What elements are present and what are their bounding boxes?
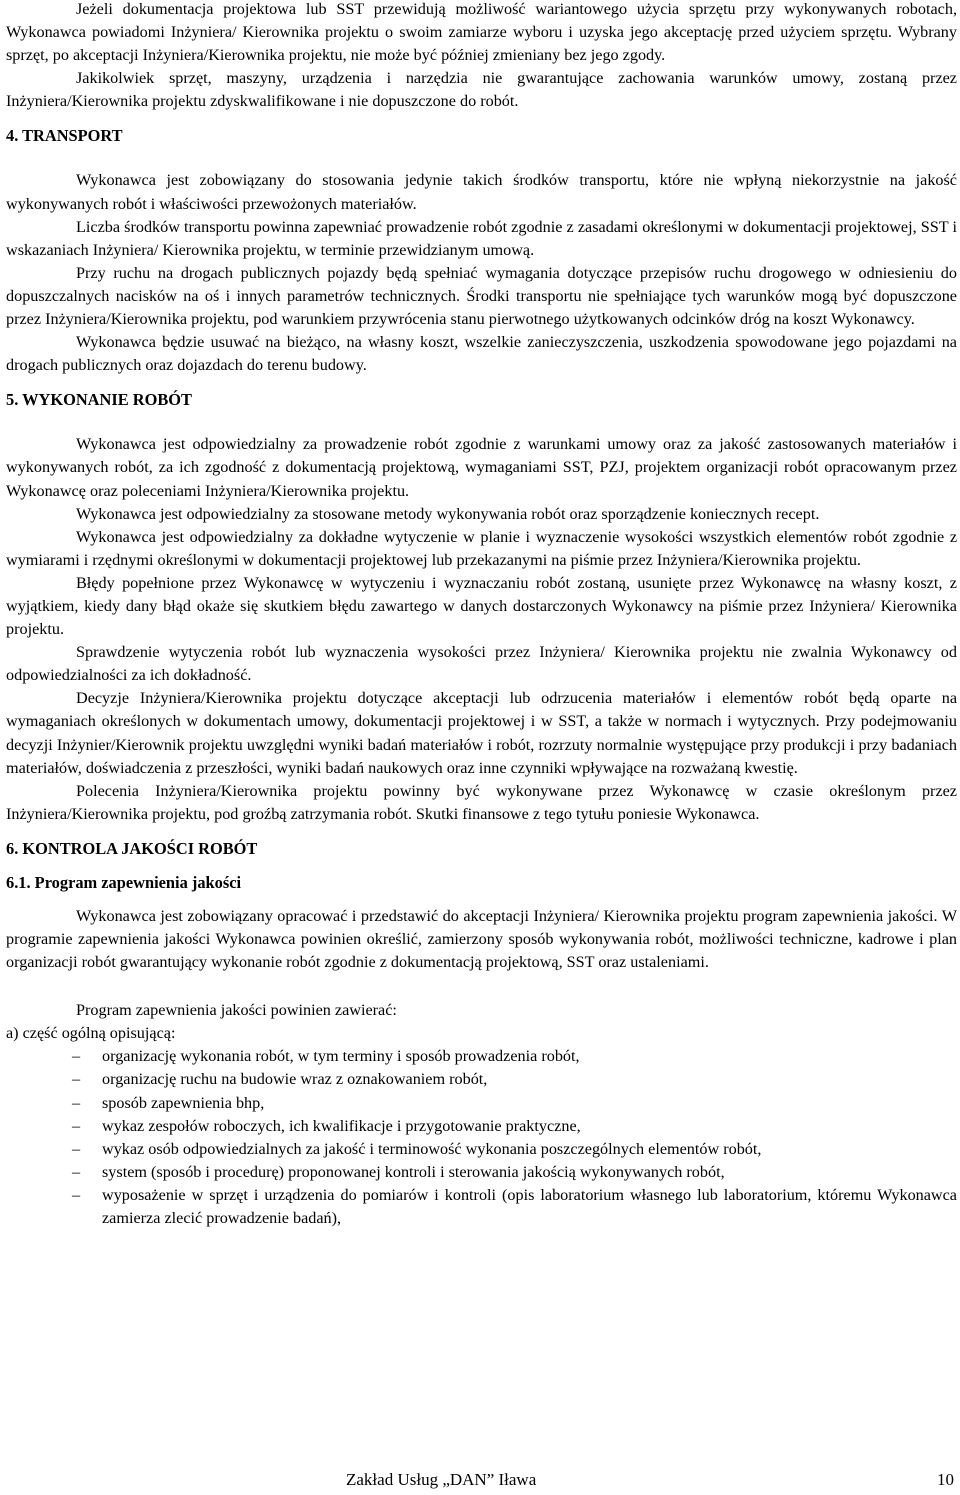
section-6-1-paragraph-1: Wykonawca jest zobowiązany opracować i przedstawić do akceptacji Inżyniera/ Kierownika projektu program zapewnienia jakości. W programie zapewnienia jakości Wykonawca powinien określić, zamierzony sposób wykonywania robót, możliwości techniczne, kadrowe i plan organizacji robót gwarantujący wykonanie robót zgodnie z dokumentacją projektową, SST oraz ustaleniami.: [6, 906, 957, 972]
dash-bullet: –: [72, 1047, 81, 1066]
list-a-label: a) część ogólną opisującą:: [6, 1024, 176, 1043]
list-item: – wyposażenie w sprzęt i urządzenia do pomiarów i kontroli (opis laboratorium własnego lub laboratorium, któremu Wykonawca zamierza zlecić prowadzenie badań),: [72, 1185, 957, 1228]
section-4-paragraph-1: Wykonawca jest zobowiązany do stosowania jedynie takich środków transportu, które nie wpłyną niekorzystnie na jakość wykonywanych robót i właściwości przewożonych materiałów.: [6, 171, 957, 213]
section-5-paragraph-6: Decyzje Inżyniera/Kierownika projektu dotyczące akceptacji lub odrzucenia materiałów i elementów robót będą oparte na wymaganiach określonych w dokumentach umowy, dokumentacji projektowej i w SST, a także w normach i wytycznych. Przy podejmowaniu decyzji Inżynier/Kierownik projektu uwzględni wyniki badań materiałów i robót, rozrzuty normalnie występujące przy produkcji i przy badaniach materiałów, doświadczenia z przeszłości, wyniki badań naukowych oraz inne czynniki wpływające na rozważaną kwestię.: [6, 689, 957, 777]
section-5-paragraph-4: Błędy popełnione przez Wykonawcę w wytyczeniu i wyznaczaniu robót zostaną, usunięte przez Wykonawcę na własny koszt, z wyjątkiem, kiedy dany błąd okaże się skutkiem błędu zawartego w danych dostarczonych Wykonawcy na piśmie przez Inżyniera/ Kierownika projektu.: [6, 573, 957, 639]
list-item: – sposób zapewnienia bhp,: [6, 1092, 957, 1115]
footer-company: Zakład Usług „DAN” Iława: [346, 1470, 537, 1489]
section-4-paragraph-4: Wykonawca będzie usuwać na bieżąco, na własny koszt, wszelkie zanieczyszczenia, uszkodzenia spowodowane jego pojazdami na drogach publicznych oraz dojazdach do terenu budowy.: [6, 333, 957, 375]
dash-bullet: –: [72, 1162, 81, 1181]
list-item: – wykaz osób odpowiedzialnych za jakość i terminowość wykonania poszczególnych elementów robót,: [6, 1138, 957, 1161]
section-4-heading: 4. TRANSPORT: [6, 126, 123, 146]
section-6-heading: 6. KONTROLA JAKOŚCI ROBÓT: [6, 838, 258, 858]
dash-bullet: –: [72, 1139, 81, 1158]
list-a: [6, 1045, 957, 1230]
dash-bullet: –: [72, 1116, 81, 1135]
section-5-paragraph-5: Sprawdzenie wytyczenia robót lub wyznaczenia wysokości przez Inżyniera/ Kierownika projektu nie zwalnia Wykonawcy od odpowiedzialności za ich dokładność.: [6, 643, 957, 685]
list-item: – organizację ruchu na budowie wraz z oznakowaniem robót,: [6, 1068, 957, 1091]
document-page: [6, 0, 957, 1230]
section-6-1-heading: 6.1. Program zapewnienia jakości: [6, 872, 242, 892]
list-item: – organizację wykonania robót, w tym terminy i sposób prowadzenia robót,: [6, 1045, 957, 1068]
section-5-paragraph-7: Polecenia Inżyniera/Kierownika projektu powinny być wykonywane przez Wykonawcę w czasie określonym przez Inżyniera/Kierownika projektu, pod groźbą zatrzymania robót. Skutki finansowe z tego tytułu poniesie Wykonawca.: [6, 781, 957, 823]
section-5-paragraph-2: Wykonawca jest odpowiedzialny za stosowane metody wykonywania robót oraz sporządzenie koniecznych recept.: [76, 504, 820, 523]
intro-paragraph-1: Jeżeli dokumentacja projektowa lub SST przewidują możliwość wariantowego użycia sprzętu przy wykonywanych robotach, Wykonawca powiadomi Inżyniera/ Kierownika projektu o swoim zamiarze wyboru i uzyska jego akceptację przed użyciem sprzętu. Wybrany sprzęt, po akceptacji Inżyniera/Kierownika projektu, nie może być później zmieniany bez jego zgody.: [6, 0, 957, 65]
list-item: – wykaz zespołów roboczych, ich kwalifikacje i przygotowanie praktyczne,: [6, 1115, 957, 1138]
intro-paragraph-2: Jakikolwiek sprzęt, maszyny, urządzenia i narzędzia nie gwarantujące zachowania warunków umowy, zostaną przez Inżyniera/Kierownika projektu zdyskwalifikowane i nie dopuszczone do robót.: [6, 69, 957, 111]
dash-bullet: –: [72, 1093, 81, 1112]
section-5-paragraph-1: Wykonawca jest odpowiedzialny za prowadzenie robót zgodnie z warunkami umowy oraz za jakość zastosowanych materiałów i wykonywanych robót, za ich zgodność z dokumentacją projektową, wymaganiami SST, PZJ, projektem organizacji robót opracowanym przez Wykonawcę oraz poleceniami Inżyniera/Kierownika projektu.: [6, 435, 957, 500]
section-6-1-paragraph-2: Program zapewnienia jakości powinien zawierać:: [76, 1001, 397, 1020]
section-4-paragraph-3: Przy ruchu na drogach publicznych pojazdy będą spełniać wymagania dotyczące przepisów ruchu drogowego w odniesieniu do dopuszczalnych nacisków na oś i innych parametrów technicznych. Środki transportu nie spełniające tych warunków mogą być dopuszczone przez Inżyniera/Kierownika projektu, pod warunkiem przywrócenia stanu pierwotnego użytkowanych odcinków dróg na koszt Wykonawcy.: [6, 263, 957, 329]
dash-bullet: –: [72, 1185, 81, 1204]
dash-bullet: –: [72, 1070, 81, 1089]
list-item: – system (sposób i procedurę) proponowanej kontroli i sterowania jakością wykonywanych robót,: [6, 1161, 957, 1184]
section-5-paragraph-3: Wykonawca jest odpowiedzialny za dokładne wytyczenie w planie i wyznaczenie wysokości wszystkich elementów robót zgodnie z wymiarami i rzędnymi określonymi w dokumentacji projektowej lub przekazanymi na piśmie przez Inżyniera/Kierownika projektu.: [6, 527, 957, 569]
section-5-heading: 5. WYKONANIE ROBÓT: [6, 390, 192, 410]
section-4-paragraph-2: Liczba środków transportu powinna zapewniać prowadzenie robót zgodnie z zasadami określonymi w dokumentacji projektowej, SST i wskazaniach Inżyniera/ Kierownika projektu, w terminie przewidzianym umową.: [6, 217, 957, 259]
page-number: 10: [937, 1470, 954, 1489]
